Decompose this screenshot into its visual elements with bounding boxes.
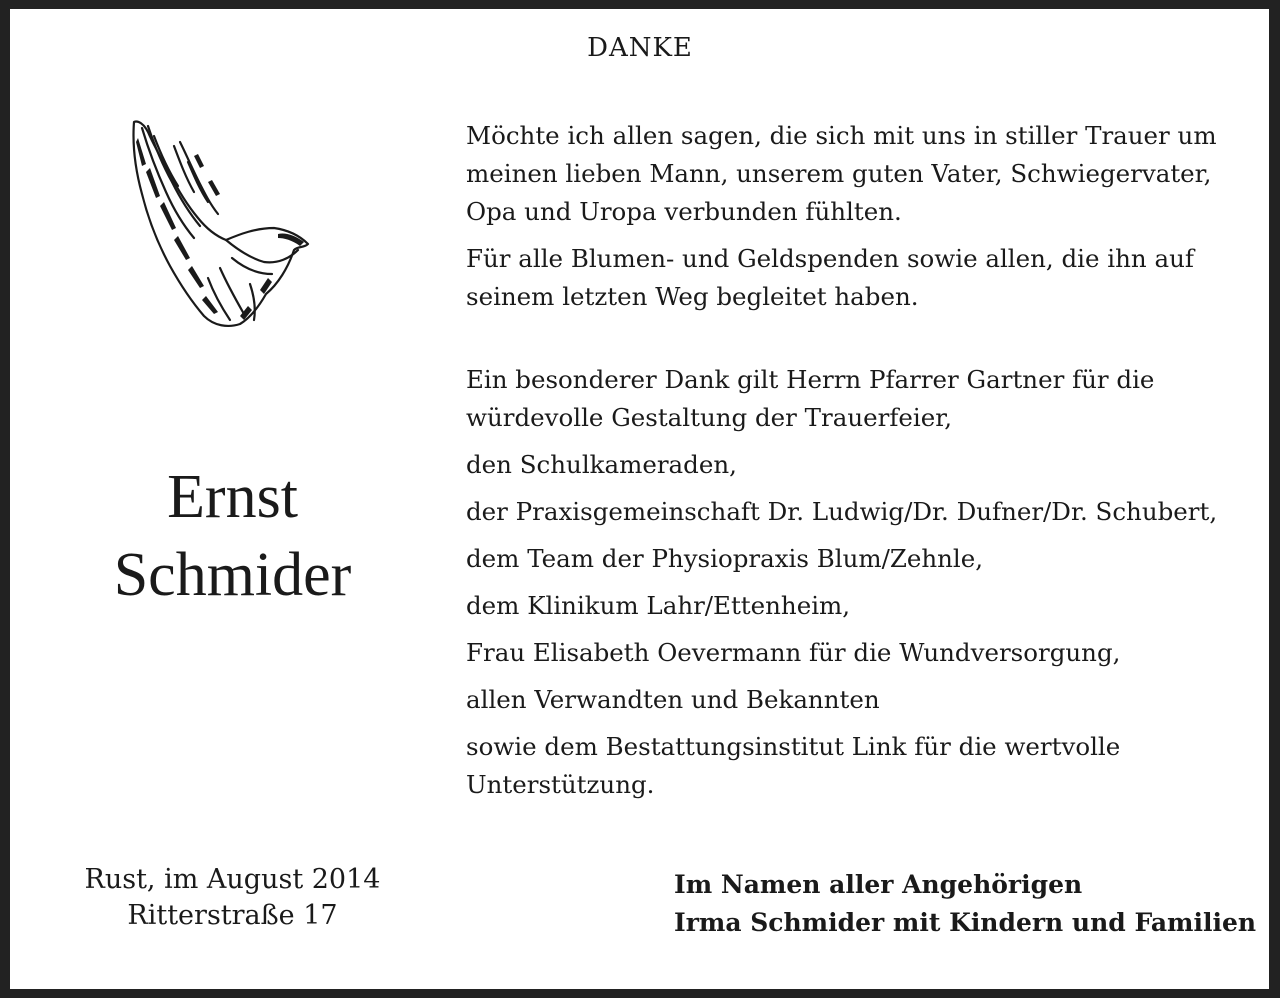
- deceased-first-name: Ernst: [167, 463, 298, 531]
- text-line: Ein besonderer Dank gilt Herrn Pfarrer Gartner für die: [466, 365, 1155, 394]
- signature-block: [674, 866, 1257, 942]
- text-line: Möchte ich allen sagen, die sich mit uns in stiller Trauer um: [466, 121, 1217, 150]
- place-date-line: Rust, im August 2014: [84, 864, 381, 895]
- text-line: meinen lieben Mann, unserem guten Vater, Schwiegervater,: [466, 159, 1212, 188]
- signature-line: Im Namen aller Angehörigen: [674, 870, 1083, 899]
- text-line: würdevolle Gestaltung der Trauerfeier,: [466, 403, 953, 432]
- praying-hands-icon: [128, 118, 313, 332]
- deceased-last-name: Schmider: [113, 541, 352, 609]
- list-item: allen Verwandten und Bekannten: [466, 685, 880, 714]
- text-line: Unterstützung.: [466, 770, 655, 799]
- notice-heading: DANKE: [587, 33, 693, 63]
- list-item: den Schulkameraden,: [466, 450, 737, 479]
- list-item: der Praxisgemeinschaft Dr. Ludwig/Dr. Dufner/Dr. Schubert,: [466, 497, 1218, 526]
- deceased-name: [60, 458, 405, 614]
- text-line: seinem letzten Weg begleitet haben.: [466, 282, 919, 311]
- address-line: Ritterstraße 17: [127, 900, 338, 931]
- thanks-text: [466, 117, 1256, 804]
- list-item: Frau Elisabeth Oevermann für die Wundversorgung,: [466, 638, 1121, 667]
- text-line: Opa und Uropa verbunden fühlten.: [466, 197, 902, 226]
- list-item: dem Klinikum Lahr/Ettenheim,: [466, 591, 851, 620]
- list-item: dem Team der Physiopraxis Blum/Zehnle,: [466, 544, 984, 573]
- signature-names: Irma Schmider mit Kindern und Familien: [674, 908, 1257, 937]
- text-line: Für alle Blumen- und Geldspenden sowie allen, die ihn auf: [466, 244, 1194, 273]
- text-line: sowie dem Bestattungsinstitut Link für die wertvolle: [466, 732, 1121, 761]
- place-and-date: [70, 862, 395, 934]
